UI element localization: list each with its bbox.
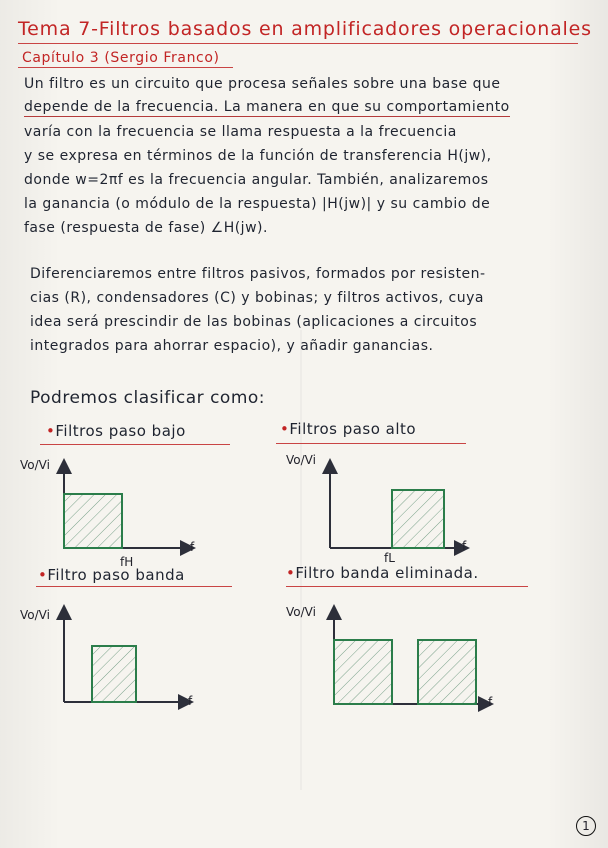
paragraph1-line-4: donde w=2πf es la frecuencia angular. También, analizaremos xyxy=(24,172,489,188)
chapter-label: Capítulo 3 (Sergio Franco) xyxy=(22,50,220,66)
chart-title-lowpass: •Filtros paso bajo xyxy=(46,422,186,440)
chart-title-bandpass: •Filtro paso banda xyxy=(38,566,185,584)
document-title: Tema 7-Filtros basados en amplificadores operacionales xyxy=(18,18,592,40)
highpass-ylabel: Vo/Vi xyxy=(286,453,316,467)
lowpass-tick: fH xyxy=(120,555,134,569)
bandpass-xlabel: f xyxy=(188,694,193,708)
chart-title-bandpass-text: Filtro paso banda xyxy=(47,566,185,584)
bandstop-low-band xyxy=(334,640,392,704)
paragraph1-line-0: Un filtro es un circuito que procesa señales sobre una base que xyxy=(24,76,501,92)
chart-title-bandstop: •Filtro banda eliminada. xyxy=(286,564,479,582)
bandstop-ylabel: Vo/Vi xyxy=(286,605,316,619)
paragraph2-line-3: integrados para ahorrar espacio), y añadir ganancias. xyxy=(30,338,434,354)
paragraph2-line-0: Diferenciaremos entre filtros pasivos, formados por resisten- xyxy=(30,266,486,282)
page-number: 1 xyxy=(576,816,596,836)
lowpass-ylabel: Vo/Vi xyxy=(20,458,50,472)
paragraph2-line-2: idea será prescindir de las bobinas (aplicaciones a circuitos xyxy=(30,314,478,330)
chart-title-bandstop-text: Filtro banda eliminada. xyxy=(295,564,479,582)
bandstop-xlabel: f xyxy=(488,695,493,709)
chart-title-highpass-text: Filtros paso alto xyxy=(289,420,417,438)
paragraph1-line-3: y se expresa en términos de la función de transferencia H(jw), xyxy=(24,148,492,164)
bandpass-ylabel: Vo/Vi xyxy=(20,608,50,622)
bandstop-high-band xyxy=(418,640,476,704)
highpass-xlabel: f xyxy=(462,539,467,553)
paragraph1-line-6: fase (respuesta de fase) ∠H(jw). xyxy=(24,220,268,236)
paragraph1-line-2: varía con la frecuencia se llama respuesta a la frecuencia xyxy=(24,124,457,140)
bandpass-band xyxy=(92,646,136,702)
highpass-passband xyxy=(392,490,444,548)
chart-title-highpass: •Filtros paso alto xyxy=(280,420,417,438)
lowpass-passband xyxy=(64,494,122,548)
lowpass-xlabel: f xyxy=(190,540,195,554)
highpass-tick: fL xyxy=(384,551,395,565)
paragraph1-line-5: la ganancia (o módulo de la respuesta) |H(jw)| y su cambio de xyxy=(24,196,491,212)
chart-title-lowpass-text: Filtros paso bajo xyxy=(55,422,186,440)
paragraph2-line-1: cias (R), condensadores (C) y bobinas; y filtros activos, cuya xyxy=(30,290,484,306)
section-heading: Podremos clasificar como: xyxy=(30,388,266,408)
paragraph1-line-1: depende de la frecuencia. La manera en que su comportamiento xyxy=(24,99,510,115)
